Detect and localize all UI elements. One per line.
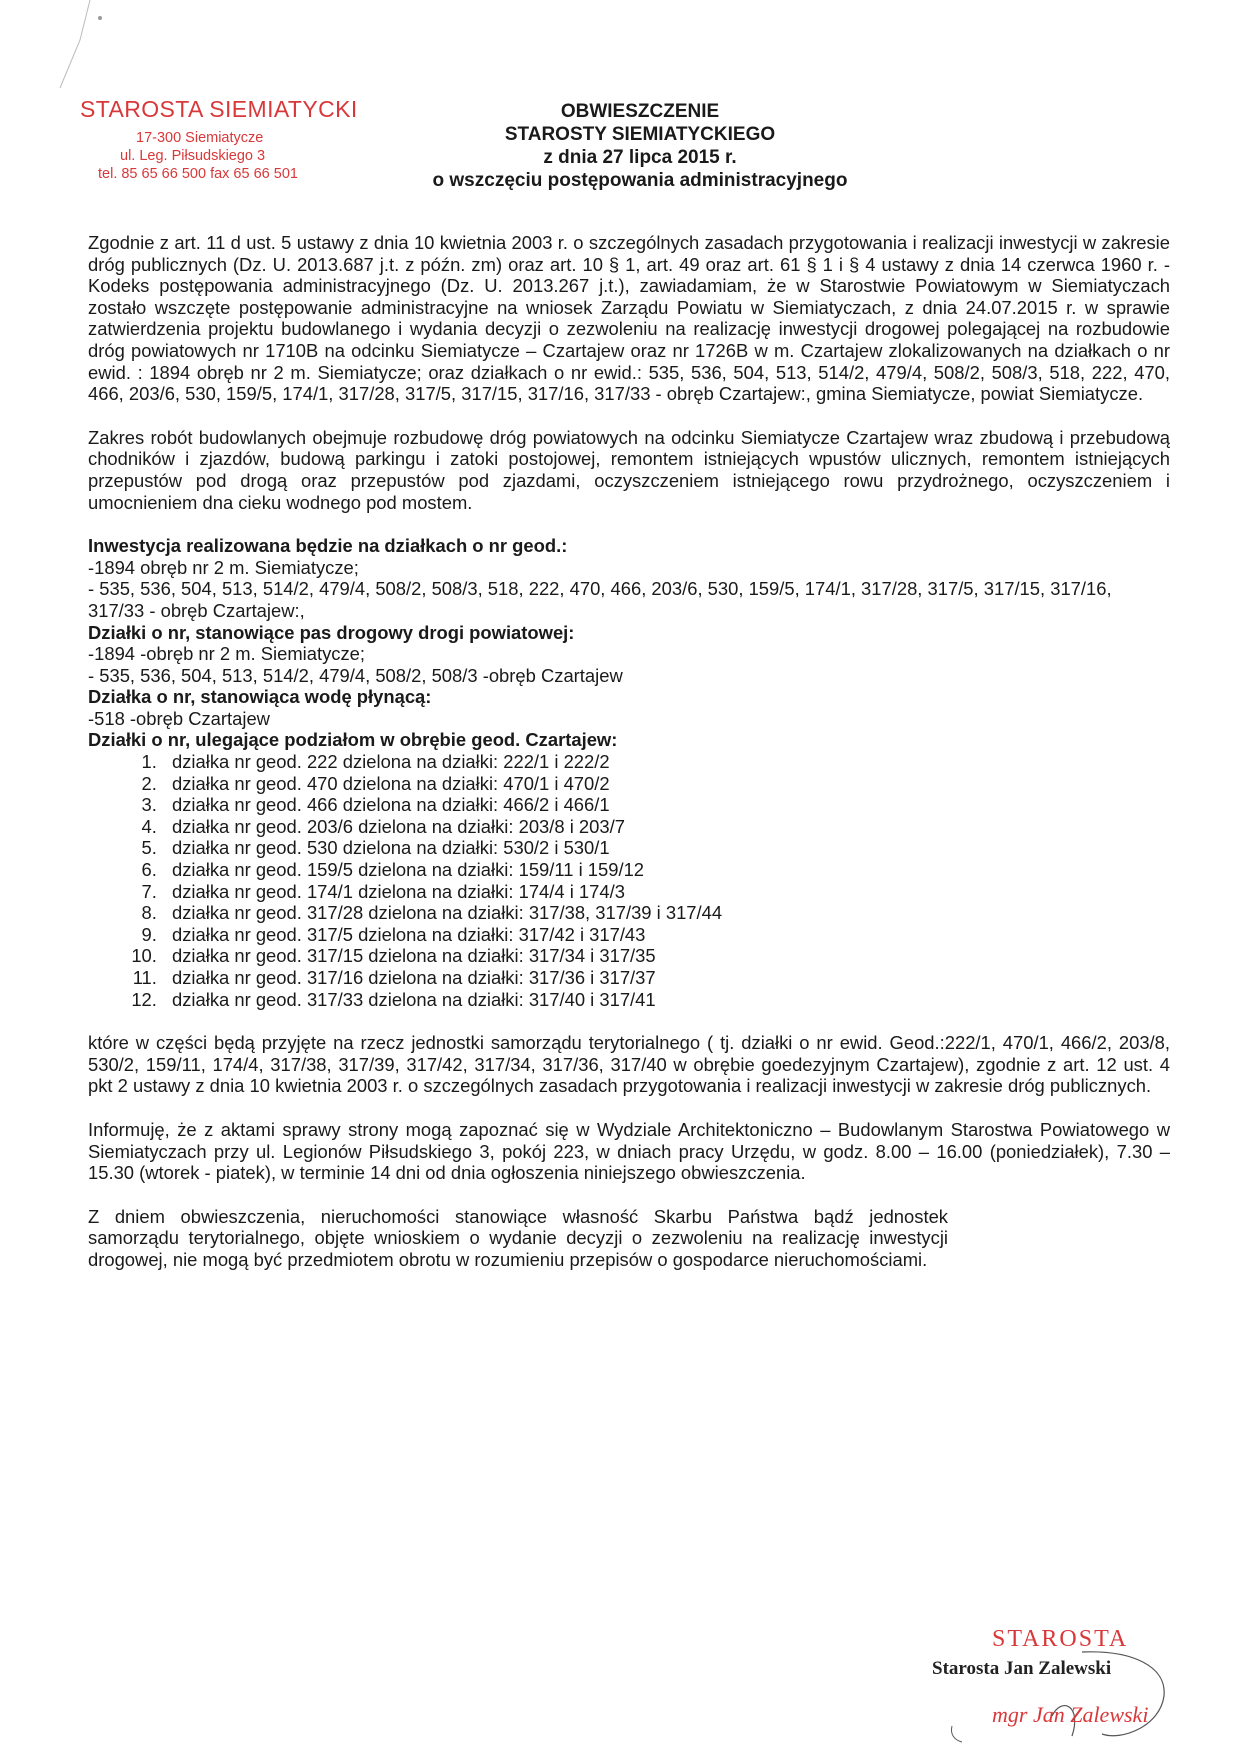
list-item: 7. działka nr geod. 174/1 dzielona na działki: 174/4 i 174/3 [162,881,1170,903]
water-plot-line: -518 -obręb Czartajew [88,707,270,729]
list-item: 5. działka nr geod. 530 dzielona na działki: 530/2 i 530/1 [162,837,1170,859]
list-item: 6. działka nr geod. 159/5 dzielona na działki: 159/11 i 159/12 [162,859,1170,881]
notice-title: OBWIESZCZENIE [560,101,720,122]
heading-divisions: Działki o nr, ulegające podziałom w obrębie geod. Czartajew: [88,729,618,751]
document-body [88,232,1170,1271]
signature-stamp-title: STAROSTA [992,1626,1129,1652]
list-item: 2. działka nr geod. 470 dzielona na działki: 470/1 i 470/2 [162,773,1170,795]
notice-issuer: STAROSTY SIEMIATYCKIEGO [504,124,776,145]
signature-block [932,1626,1172,1746]
office-stamp [80,96,358,183]
paragraph-inspection: Informuję, że z aktami sprawy strony mogą zapoznać się w Wydziale Architektoniczno – Budowlanym Starostwa Powiatowego w Siemiatyczach przy ul. Legionów Piłsudskiego 3, pokój 223, w dniach pracy Urzędu, w godz. 8.00 – 16.00 (poniedziałek), 7.30 – 15.30 (wtorek - piatek), w terminie 14 dni od dnia ogłoszenia niniejszego obwieszczenia. [88,1118,1170,1184]
notice-heading [380,100,900,192]
notice-date: z dnia 27 lipca 2015 r. [543,147,737,168]
stamp-street: ul. Leg. Piłsudskiego 3 [120,148,266,164]
heading-road-plots: Działki o nr, stanowiące pas drogowy drogi powiatowej: [88,621,575,643]
paragraph-restriction: Z dniem obwieszczenia, nieruchomości stanowiące własność Skarbu Państwa bądź jednostek samorządu terytorialnego, objęte wnioskiem o wydanie decyzji o zezwoleniu na realizację inwestycji drogowej, nie mogą być przedmiotem obrotu w rozumieniu przepisów o gospodarce nieruchomościami. [88,1205,948,1270]
list-item: 1. działka nr geod. 222 dzielona na działki: 222/1 i 222/2 [162,751,1170,773]
paragraph-scope: Zakres robót budowlanych obejmuje rozbudowę dróg powiatowych na odcinku Siemiatycze Czartajew wraz zbudową i przebudową chodników i zjazdów, budową parkingu i zatoki postojowej, remontem istniejących wpustów ulicznych, remontem istniejących przepustów pod drogą oraz przepustów pod zjazdami, oczyszczeniem istniejącego rowu przydrożnego, oczyszczeniem i umocnieniem dna cieku wodnego pod mostem. [88,426,1170,513]
plots-line-2: - 535, 536, 504, 513, 514/2, 479/4, 508/2, 508/3, 518, 222, 470, 466, 203/6, 530, 159/5, 174/1, 317/28, 317/5, 317/15, 317/16, 317/33 - obręb Czartajew:, [88,578,1112,621]
list-item: 8. działka nr geod. 317/28 dzielona na działki: 317/38, 317/39 i 317/44 [162,902,1170,924]
list-item: 4. działka nr geod. 203/6 dzielona na działki: 203/8 i 203/7 [162,816,1170,838]
scan-mark-top-left [50,0,110,90]
paragraph-legal-basis: Zgodnie z art. 11 d ust. 5 ustawy z dnia 10 kwietnia 2003 r. o szczególnych zasadach przygotowania i realizacji inwestycji w zakresie dróg publicznych (Dz. U. 2013.687 j.t. z późn. zm) oraz art. 10 § 1, art. 49 oraz art. 61 § 1 i § 4 ustawy z dnia 14 czerwca 1960 r. - Kodeks postępowania administracyjnego (Dz. U. 2013.267 j.t.), zawiadamiam, że w Starostwie Powiatowym w Siemiatyczach zostało wszczęte postępowanie administracyjne na wniosek Zarządu Powiatu w Siemiatyczach, z dnia 24.07.2015 r. w sprawie zatwierdzenia projektu budowlanego i wydania decyzji o zezwoleniu na realizację inwestycji drogowej polegającej na rozbudowie dróg powiatowych nr 1710B na odcinku Siemiatycze – Czartajew oraz nr 1726B w m. Czartajew zlokalizowanych na działkach o nr ewid. : 1894 obręb nr 2 m. Siemiatycze; oraz działkach o nr ewid.: 535, 536, 504, 513, 514/2, 479/4, 508/2, 508/3, 518, 222, 470, 466, 203/6, 530, 159/5, 174/1, 317/28, 317/5, 317/15, 317/16, 317/33 - obręb Czartajew:, gmina Siemiatycze, powiat Siemiatycze. [88,232,1170,405]
heading-plots: Inwestycja realizowana będzie na działkach o nr geod.: [88,535,568,557]
list-item: 11. działka nr geod. 317/16 dzielona na działki: 317/36 i 317/37 [162,967,1170,989]
list-item: 10. działka nr geod. 317/15 dzielona na działki: 317/34 i 317/35 [162,945,1170,967]
plots-line-1: -1894 obręb nr 2 m. Siemiatycze; [88,556,359,578]
road-plots-line-2: - 535, 536, 504, 513, 514/2, 479/4, 508/2, 508/3 -obręb Czartajew [88,664,623,686]
paragraph-transfer: które w części będą przyjęte na rzecz jednostki samorządu terytorialnego ( tj. działki o nr ewid. Geod.:222/1, 470/1, 466/2, 203/8, 530/2, 159/11, 174/4, 317/38, 317/39, 317/42, 317/34, 317/36, 317/40 w obrębie goedezyjnym Czartajew), zgodnie z art. 12 ust. 4 pkt 2 ustawy z dnia 10 kwietnia 2003 r. o szczególnych zasadach przygotowania i realizacji inwestycji w zakresie dróg publicznych. [88,1032,1170,1097]
divisions-list [88,751,1170,1010]
list-item: 12. działka nr geod. 317/33 dzielona na działki: 317/40 i 317/41 [162,989,1170,1011]
stamp-title: STAROSTA SIEMIATYCKI [80,96,358,122]
road-plots-line-1: -1894 -obręb nr 2 m. Siemiatycze; [88,643,365,665]
stamp-phone: tel. 85 65 66 500 fax 65 66 501 [98,166,298,182]
handwritten-signature: mgr Jan Zalewski [992,1702,1149,1727]
list-item: 9. działka nr geod. 317/5 dzielona na działki: 317/42 i 317/43 [162,924,1170,946]
signature-name: Starosta Jan Zalewski [932,1658,1112,1679]
list-item: 3. działka nr geod. 466 dzielona na działki: 466/2 i 466/1 [162,794,1170,816]
heading-water-plot: Działka o nr, stanowiąca wodę płynącą: [88,686,432,708]
notice-subject: o wszczęciu postępowania administracyjnego [432,170,848,191]
stamp-postal: 17-300 Siemiatycze [136,130,264,146]
